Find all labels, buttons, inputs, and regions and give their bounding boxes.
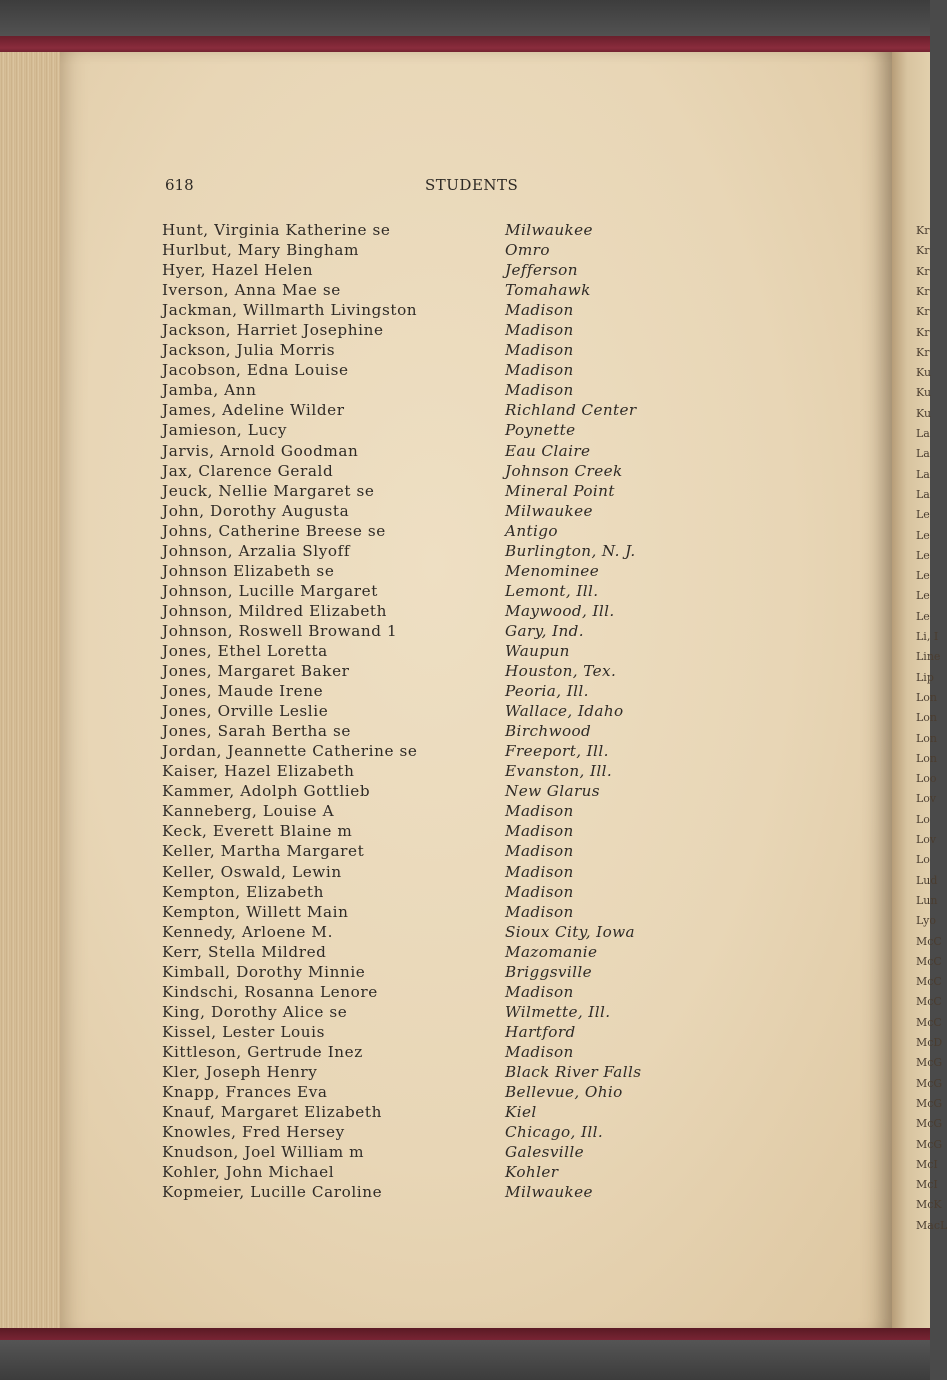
student-name: Jackson, Julia Morris	[162, 341, 336, 360]
adjacent-page-text-fragment: Lyo	[916, 914, 936, 928]
student-row	[162, 761, 682, 781]
page-title: STUDENTS	[425, 176, 519, 194]
student-row	[162, 1162, 682, 1182]
student-name: Keller, Martha Margaret	[162, 842, 365, 861]
student-row	[162, 441, 682, 461]
student-name: Jones, Ethel Loretta	[162, 641, 328, 660]
student-row	[162, 561, 682, 581]
student-row	[162, 220, 682, 240]
student-row	[162, 1002, 682, 1022]
student-row	[162, 841, 682, 861]
student-name: Johnson, Arzalia Slyoff	[162, 541, 351, 560]
adjacent-page-text-fragment: Lon	[916, 751, 938, 765]
student-row	[162, 280, 682, 300]
adjacent-page-text-fragment: Lun	[916, 893, 938, 907]
adjacent-page-text-fragment: La	[916, 467, 930, 481]
adjacent-page-text-fragment: Le	[916, 548, 930, 562]
student-hometown: Kiel	[505, 1103, 537, 1122]
student-row	[162, 461, 682, 481]
student-hometown: Jefferson	[505, 261, 578, 280]
adjacent-page-text-fragment: Line	[916, 650, 941, 664]
adjacent-page-text-fragment: Kr	[916, 244, 930, 258]
student-name: Jones, Orville Leslie	[162, 702, 329, 721]
student-name: Johnson Elizabeth se	[162, 561, 335, 580]
student-row	[162, 1142, 682, 1162]
student-name: Jones, Margaret Baker	[162, 662, 350, 681]
student-name: James, Adeline Wilder	[162, 401, 345, 420]
adjacent-page-text-fragment: McK	[916, 1198, 942, 1212]
student-hometown: Bellevue, Ohio	[505, 1083, 623, 1102]
student-row	[162, 681, 682, 701]
adjacent-page-edge	[892, 52, 947, 1332]
student-name: Johns, Catherine Breese se	[162, 521, 386, 540]
student-name: Jarvis, Arnold Goodman	[162, 441, 359, 460]
student-name: Kerr, Stella Mildred	[162, 942, 327, 961]
student-row	[162, 821, 682, 841]
student-row	[162, 862, 682, 882]
student-name: Jones, Maude Irene	[162, 682, 324, 701]
student-hometown: Richland Center	[505, 401, 637, 420]
student-row	[162, 882, 682, 902]
adjacent-page-text-fragment: Le	[916, 589, 930, 603]
adjacent-page-text-fragment: McG	[916, 1137, 943, 1151]
student-row	[162, 781, 682, 801]
student-hometown: Evanston, Ill.	[505, 762, 613, 781]
student-row	[162, 701, 682, 721]
student-hometown: Madison	[505, 802, 574, 821]
adjacent-page-text-fragment: La	[916, 487, 930, 501]
student-name: Kohler, John Michael	[162, 1163, 335, 1182]
student-row	[162, 501, 682, 521]
student-row	[162, 922, 682, 942]
adjacent-page-text-fragment: McC	[916, 934, 942, 948]
student-row	[162, 481, 682, 501]
student-row	[162, 340, 682, 360]
student-hometown: Madison	[505, 301, 574, 320]
student-name: Jackson, Harriet Josephine	[162, 321, 384, 340]
student-name: Kissel, Lester Louis	[162, 1022, 325, 1041]
student-row	[162, 982, 682, 1002]
student-name: Kempton, Willett Main	[162, 902, 349, 921]
student-row	[162, 240, 682, 260]
student-hometown: Wallace, Idaho	[505, 702, 624, 721]
student-name: John, Dorothy Augusta	[162, 501, 350, 520]
adjacent-page-text-fragment: Le	[916, 508, 930, 522]
student-name: Kaiser, Hazel Elizabeth	[162, 762, 355, 781]
student-hometown: Galesville	[505, 1143, 584, 1162]
student-name: Knauf, Margaret Elizabeth	[162, 1103, 382, 1122]
adjacent-page-text-fragment: Le	[916, 528, 930, 542]
student-hometown: Johnson Creek	[505, 461, 623, 480]
adjacent-page-text-fragment: Lon	[916, 690, 938, 704]
adjacent-page-text-fragment: McG	[916, 1076, 943, 1090]
student-row	[162, 621, 682, 641]
adjacent-page-text-fragment: Le	[916, 569, 930, 583]
page-number: 618	[165, 176, 194, 194]
adjacent-page-text-fragment: Le	[916, 609, 930, 623]
adjacent-page-text-fragment: Lip	[916, 670, 934, 684]
student-row	[162, 1062, 682, 1082]
student-hometown: Mineral Point	[505, 481, 615, 500]
student-row	[162, 661, 682, 681]
adjacent-page-text-fragment: McC	[916, 954, 942, 968]
student-name: Jamieson, Lucy	[162, 421, 288, 440]
student-hometown: Madison	[505, 1042, 574, 1061]
student-name: King, Dorothy Alice se	[162, 1002, 348, 1021]
student-row	[162, 1182, 682, 1202]
student-name: Jax, Clarence Gerald	[162, 461, 334, 480]
student-name: Jeuck, Nellie Margaret se	[162, 481, 375, 500]
student-name: Kittleson, Gertrude Inez	[162, 1042, 363, 1061]
adjacent-page-text-fragment: Ku	[916, 406, 932, 420]
student-hometown: Antigo	[505, 521, 558, 540]
adjacent-page-text-fragment: McC	[916, 975, 942, 989]
student-row	[162, 721, 682, 741]
student-hometown: Sioux City, Iowa	[505, 922, 635, 941]
student-name: Jamba, Ann	[162, 381, 257, 400]
student-name: Kennedy, Arloene M.	[162, 922, 334, 941]
adjacent-page-text-fragment: La	[916, 427, 930, 440]
adjacent-page-text-fragment: Loo	[916, 772, 937, 786]
student-name: Kler, Joseph Henry	[162, 1062, 318, 1081]
adjacent-page-text-fragment: Kr	[916, 305, 930, 319]
student-hometown: Menominee	[505, 561, 600, 580]
adjacent-page-text-fragment: McG	[916, 1096, 943, 1110]
student-row	[162, 300, 682, 320]
adjacent-page-text-fragment: McC	[916, 1015, 942, 1029]
student-hometown: Gary, Ind.	[505, 621, 584, 640]
student-name: Kanneberg, Louise A	[162, 802, 335, 821]
student-name: Kammer, Adolph Gottlieb	[162, 782, 371, 801]
student-row	[162, 400, 682, 420]
adjacent-page-text-fragment: MacL	[916, 1218, 947, 1232]
adjacent-page-text-fragment: La	[916, 447, 930, 461]
student-hometown: Omro	[505, 241, 550, 260]
adjacent-page-text-fragment: Kr	[916, 264, 930, 278]
student-hometown: Houston, Tex.	[505, 662, 617, 681]
student-list	[162, 220, 682, 1202]
student-hometown: Madison	[505, 882, 574, 901]
student-hometown: Waupun	[505, 641, 570, 660]
student-hometown: Freeport, Ill.	[505, 742, 609, 761]
student-row	[162, 260, 682, 280]
student-hometown: Madison	[505, 381, 574, 400]
adjacent-page-text-fragment: Kr	[916, 345, 930, 359]
student-name: Jacobson, Edna Louise	[162, 361, 349, 380]
adjacent-page-text-fragment: McD	[916, 1036, 943, 1049]
student-hometown: Madison	[505, 862, 574, 881]
student-row	[162, 581, 682, 601]
student-hometown: Hartford	[505, 1022, 576, 1041]
student-name: Iverson, Anna Mae se	[162, 281, 341, 300]
adjacent-page-text-fragment: McG	[916, 1056, 943, 1070]
student-name: Hunt, Virginia Katherine se	[162, 221, 391, 239]
adjacent-page-text-fragment: Kr	[916, 224, 930, 237]
student-hometown: Birchwood	[505, 722, 592, 741]
student-row	[162, 521, 682, 541]
adjacent-page-text-fragment: Li, I	[916, 630, 939, 643]
student-row	[162, 1022, 682, 1042]
student-hometown: Mazomanie	[505, 942, 598, 961]
student-row	[162, 641, 682, 661]
student-hometown: Eau Claire	[505, 441, 591, 460]
student-hometown: Poynette	[505, 421, 576, 440]
student-name: Kindschi, Rosanna Lenore	[162, 982, 378, 1001]
background-top	[0, 0, 930, 40]
student-row	[162, 962, 682, 982]
student-row	[162, 1102, 682, 1122]
adjacent-page-text-fragment: Lon	[916, 731, 938, 745]
student-name: Kopmeier, Lucille Caroline	[162, 1183, 383, 1202]
background-bottom	[0, 1340, 930, 1380]
student-hometown: Madison	[505, 982, 574, 1001]
student-name: Jordan, Jeannette Catherine se	[162, 742, 418, 761]
student-name: Keck, Everett Blaine m	[162, 822, 353, 841]
student-hometown: New Glarus	[505, 782, 600, 801]
adjacent-page-text-fragment: Lo	[916, 853, 930, 867]
student-hometown: Madison	[505, 842, 574, 861]
student-name: Knapp, Frances Eva	[162, 1083, 328, 1102]
student-row	[162, 380, 682, 400]
student-row	[162, 1082, 682, 1102]
adjacent-page-text-fragment: Ku	[916, 386, 932, 400]
student-hometown: Madison	[505, 361, 574, 380]
student-name: Kempton, Elizabeth	[162, 882, 324, 901]
student-hometown: Chicago, Ill.	[505, 1123, 604, 1142]
student-hometown: Peoria, Ill.	[505, 682, 589, 701]
student-row	[162, 902, 682, 922]
student-name: Johnson, Lucille Margaret	[162, 581, 378, 600]
student-hometown: Black River Falls	[505, 1062, 642, 1081]
student-name: Hurlbut, Mary Bingham	[162, 241, 360, 260]
student-name: Keller, Oswald, Lewin	[162, 862, 342, 881]
student-name: Knowles, Fred Hersey	[162, 1123, 345, 1142]
student-hometown: Milwaukee	[505, 221, 593, 239]
adjacent-page-text-fragment: McC	[916, 995, 942, 1009]
student-hometown: Madison	[505, 902, 574, 921]
student-row	[162, 320, 682, 340]
student-name: Hyer, Hazel Helen	[162, 261, 314, 280]
student-row	[162, 420, 682, 440]
student-row	[162, 942, 682, 962]
student-row	[162, 801, 682, 821]
student-row	[162, 541, 682, 561]
adjacent-page-text-fragment: McI	[916, 1157, 938, 1171]
student-name: Johnson, Roswell Browand 1	[162, 621, 398, 640]
student-hometown: Lemont, Ill.	[505, 581, 599, 600]
student-row	[162, 741, 682, 761]
adjacent-page-text-fragment: McG	[916, 1117, 943, 1131]
student-hometown: Briggsville	[505, 962, 593, 981]
adjacent-page-text-fragment: Lov	[916, 833, 937, 846]
adjacent-page-text-fragment: Lon	[916, 711, 938, 725]
student-hometown: Wilmette, Ill.	[505, 1002, 611, 1021]
student-hometown: Madison	[505, 341, 574, 360]
student-hometown: Madison	[505, 822, 574, 841]
adjacent-page-text-fragment: Lo	[916, 812, 930, 826]
student-name: Johnson, Mildred Elizabeth	[162, 601, 388, 620]
adjacent-page-text-fragment: Lov	[916, 792, 937, 806]
student-hometown: Burlington, N. J.	[505, 541, 636, 560]
student-row	[162, 601, 682, 621]
student-hometown: Milwaukee	[505, 501, 593, 520]
student-name: Jones, Sarah Bertha se	[162, 722, 351, 741]
student-row	[162, 1122, 682, 1142]
student-name: Knudson, Joel William m	[162, 1143, 365, 1162]
adjacent-page-text-fragment: Ku	[916, 366, 932, 380]
student-hometown: Maywood, Ill.	[505, 601, 615, 620]
student-name: Kimball, Dorothy Minnie	[162, 962, 366, 981]
student-name: Jackman, Willmarth Livingston	[162, 301, 418, 320]
adjacent-page-text-fragment: Kr	[916, 325, 930, 339]
adjacent-page-text-fragment: McI	[916, 1178, 938, 1192]
adjacent-page-text-fragment: Kr	[916, 284, 930, 298]
student-hometown: Madison	[505, 321, 574, 340]
adjacent-page-text-fragment: Lud	[916, 873, 938, 887]
student-hometown: Milwaukee	[505, 1183, 593, 1202]
student-row	[162, 360, 682, 380]
student-row	[162, 1042, 682, 1062]
student-hometown: Tomahawk	[505, 281, 591, 300]
student-hometown: Kohler	[505, 1163, 559, 1182]
